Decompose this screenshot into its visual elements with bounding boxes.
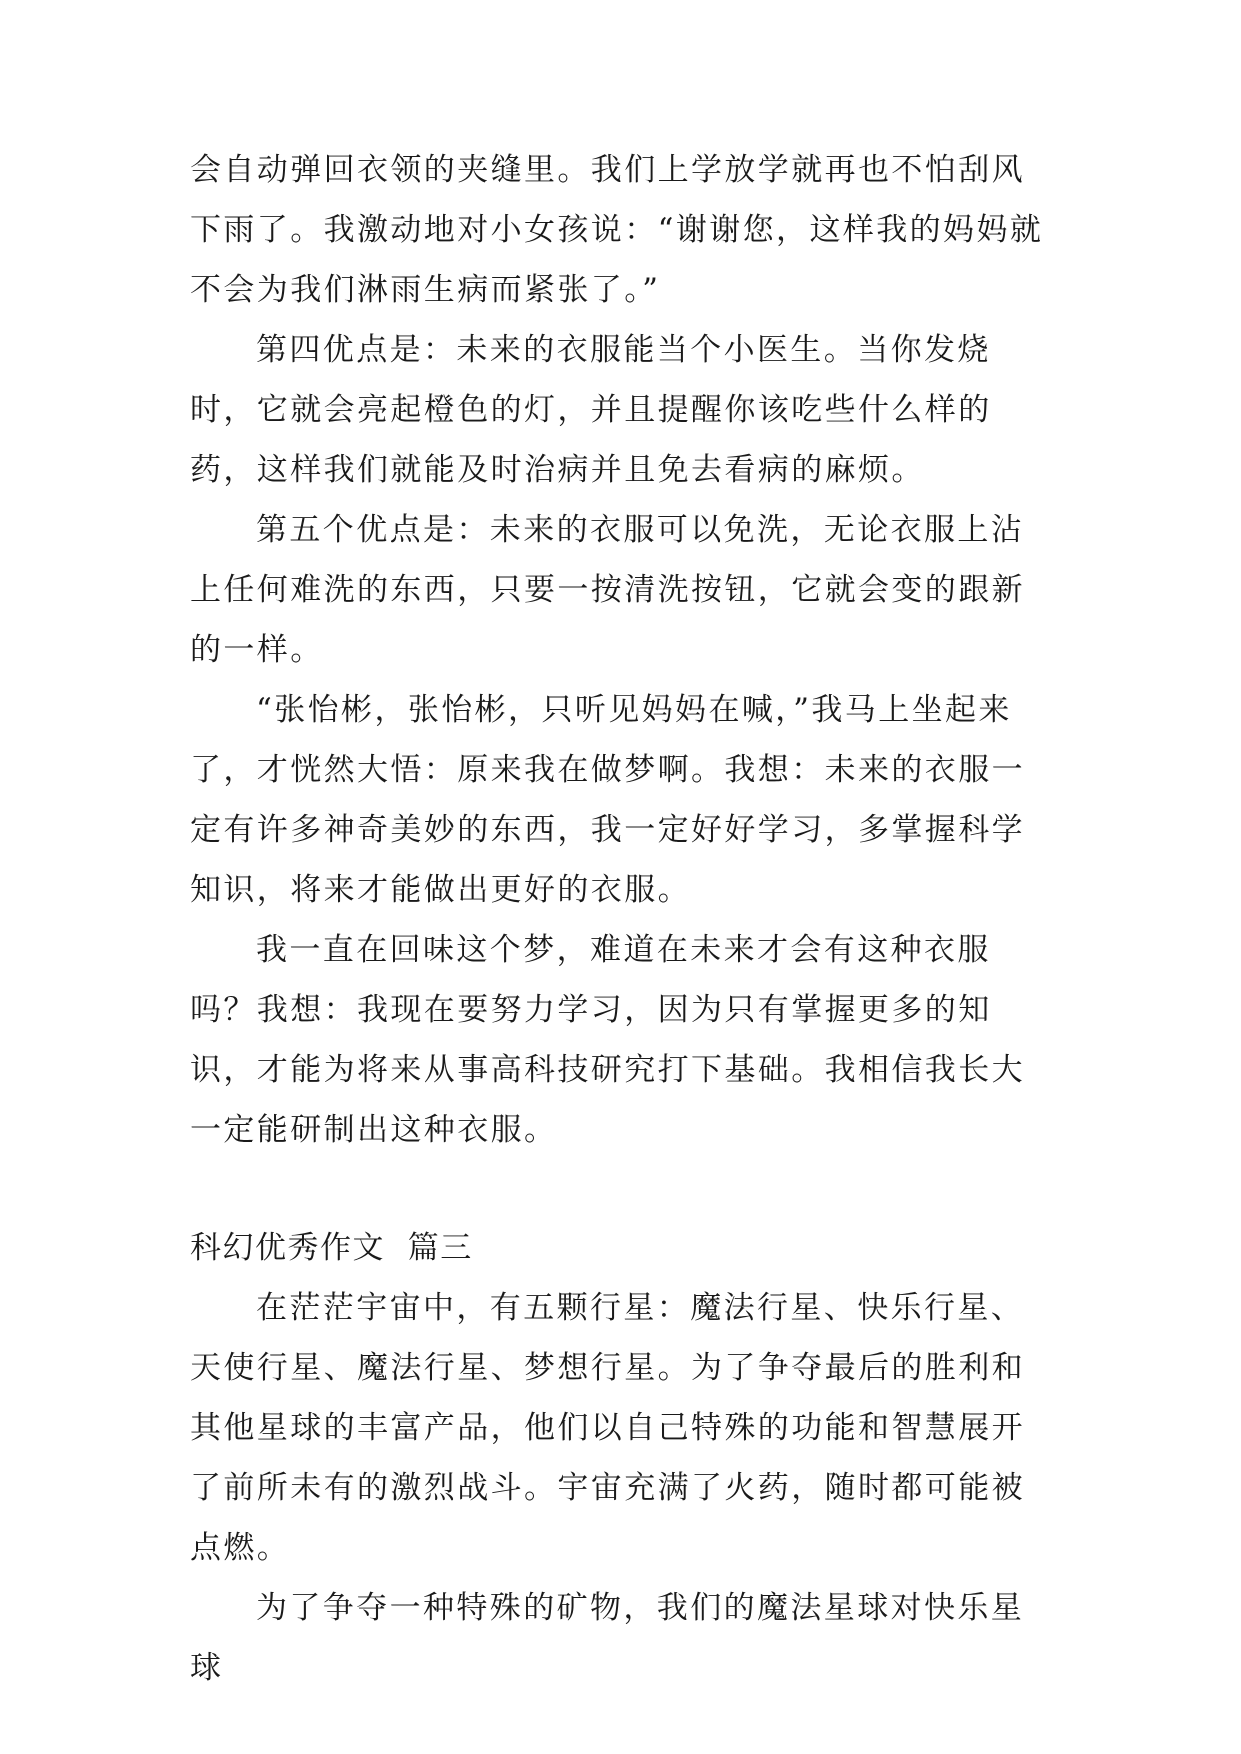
section-gap bbox=[190, 1160, 1050, 1218]
paragraph-wake-up: “张怡彬，张怡彬，只听见妈妈在喊，”我马上坐起来了，才恍然大悟：原来我在做梦啊。我想：未来的衣服一定有许多神奇美妙的东西，我一定好好学习，多掌握科学知识，将来才能做出更好的衣服。 bbox=[190, 692, 1025, 908]
paragraph-planets: 在茫茫宇宙中，有五颗行星：魔法行星、快乐行星、天使行星、魔法行星、梦想行星。为了争夺最后的胜利和其他星球的丰富产品，他们以自己特殊的功能和智慧展开了前所未有的激烈战斗。宇宙充满了火药，随时都可能被点燃。 bbox=[190, 1290, 1025, 1566]
paragraph-mineral: 为了争夺一种特殊的矿物，我们的魔法星球对快乐星球 bbox=[190, 1590, 1025, 1686]
essay-body bbox=[190, 140, 1050, 1698]
paragraph-fifth-advantage: 第五个优点是：未来的衣服可以免洗，无论衣服上沾上任何难洗的东西，只要一按清洗按钮，它就会变的跟新的一样。 bbox=[190, 512, 1025, 668]
paragraph-continued: 会自动弹回衣领的夹缝里。我们上学放学就再也不怕刮风下雨了。我激动地对小女孩说：“谢谢您，这样我的妈妈就不会为我们淋雨生病而紧张了。” bbox=[190, 152, 1044, 308]
paragraph-conclusion: 我一直在回味这个梦，难道在未来才会有这种衣服吗？我想：我现在要努力学习，因为只有掌握更多的知识，才能为将来从事高科技研究打下基础。我相信我长大一定能研制出这种衣服。 bbox=[190, 932, 1025, 1148]
section-heading: 科幻优秀作文 篇三 bbox=[190, 1230, 473, 1266]
paragraph-fourth-advantage: 第四优点是：未来的衣服能当个小医生。当你发烧时，它就会亮起橙色的灯，并且提醒你该吃些什么样的药，这样我们就能及时治病并且免去看病的麻烦。 bbox=[190, 332, 992, 488]
